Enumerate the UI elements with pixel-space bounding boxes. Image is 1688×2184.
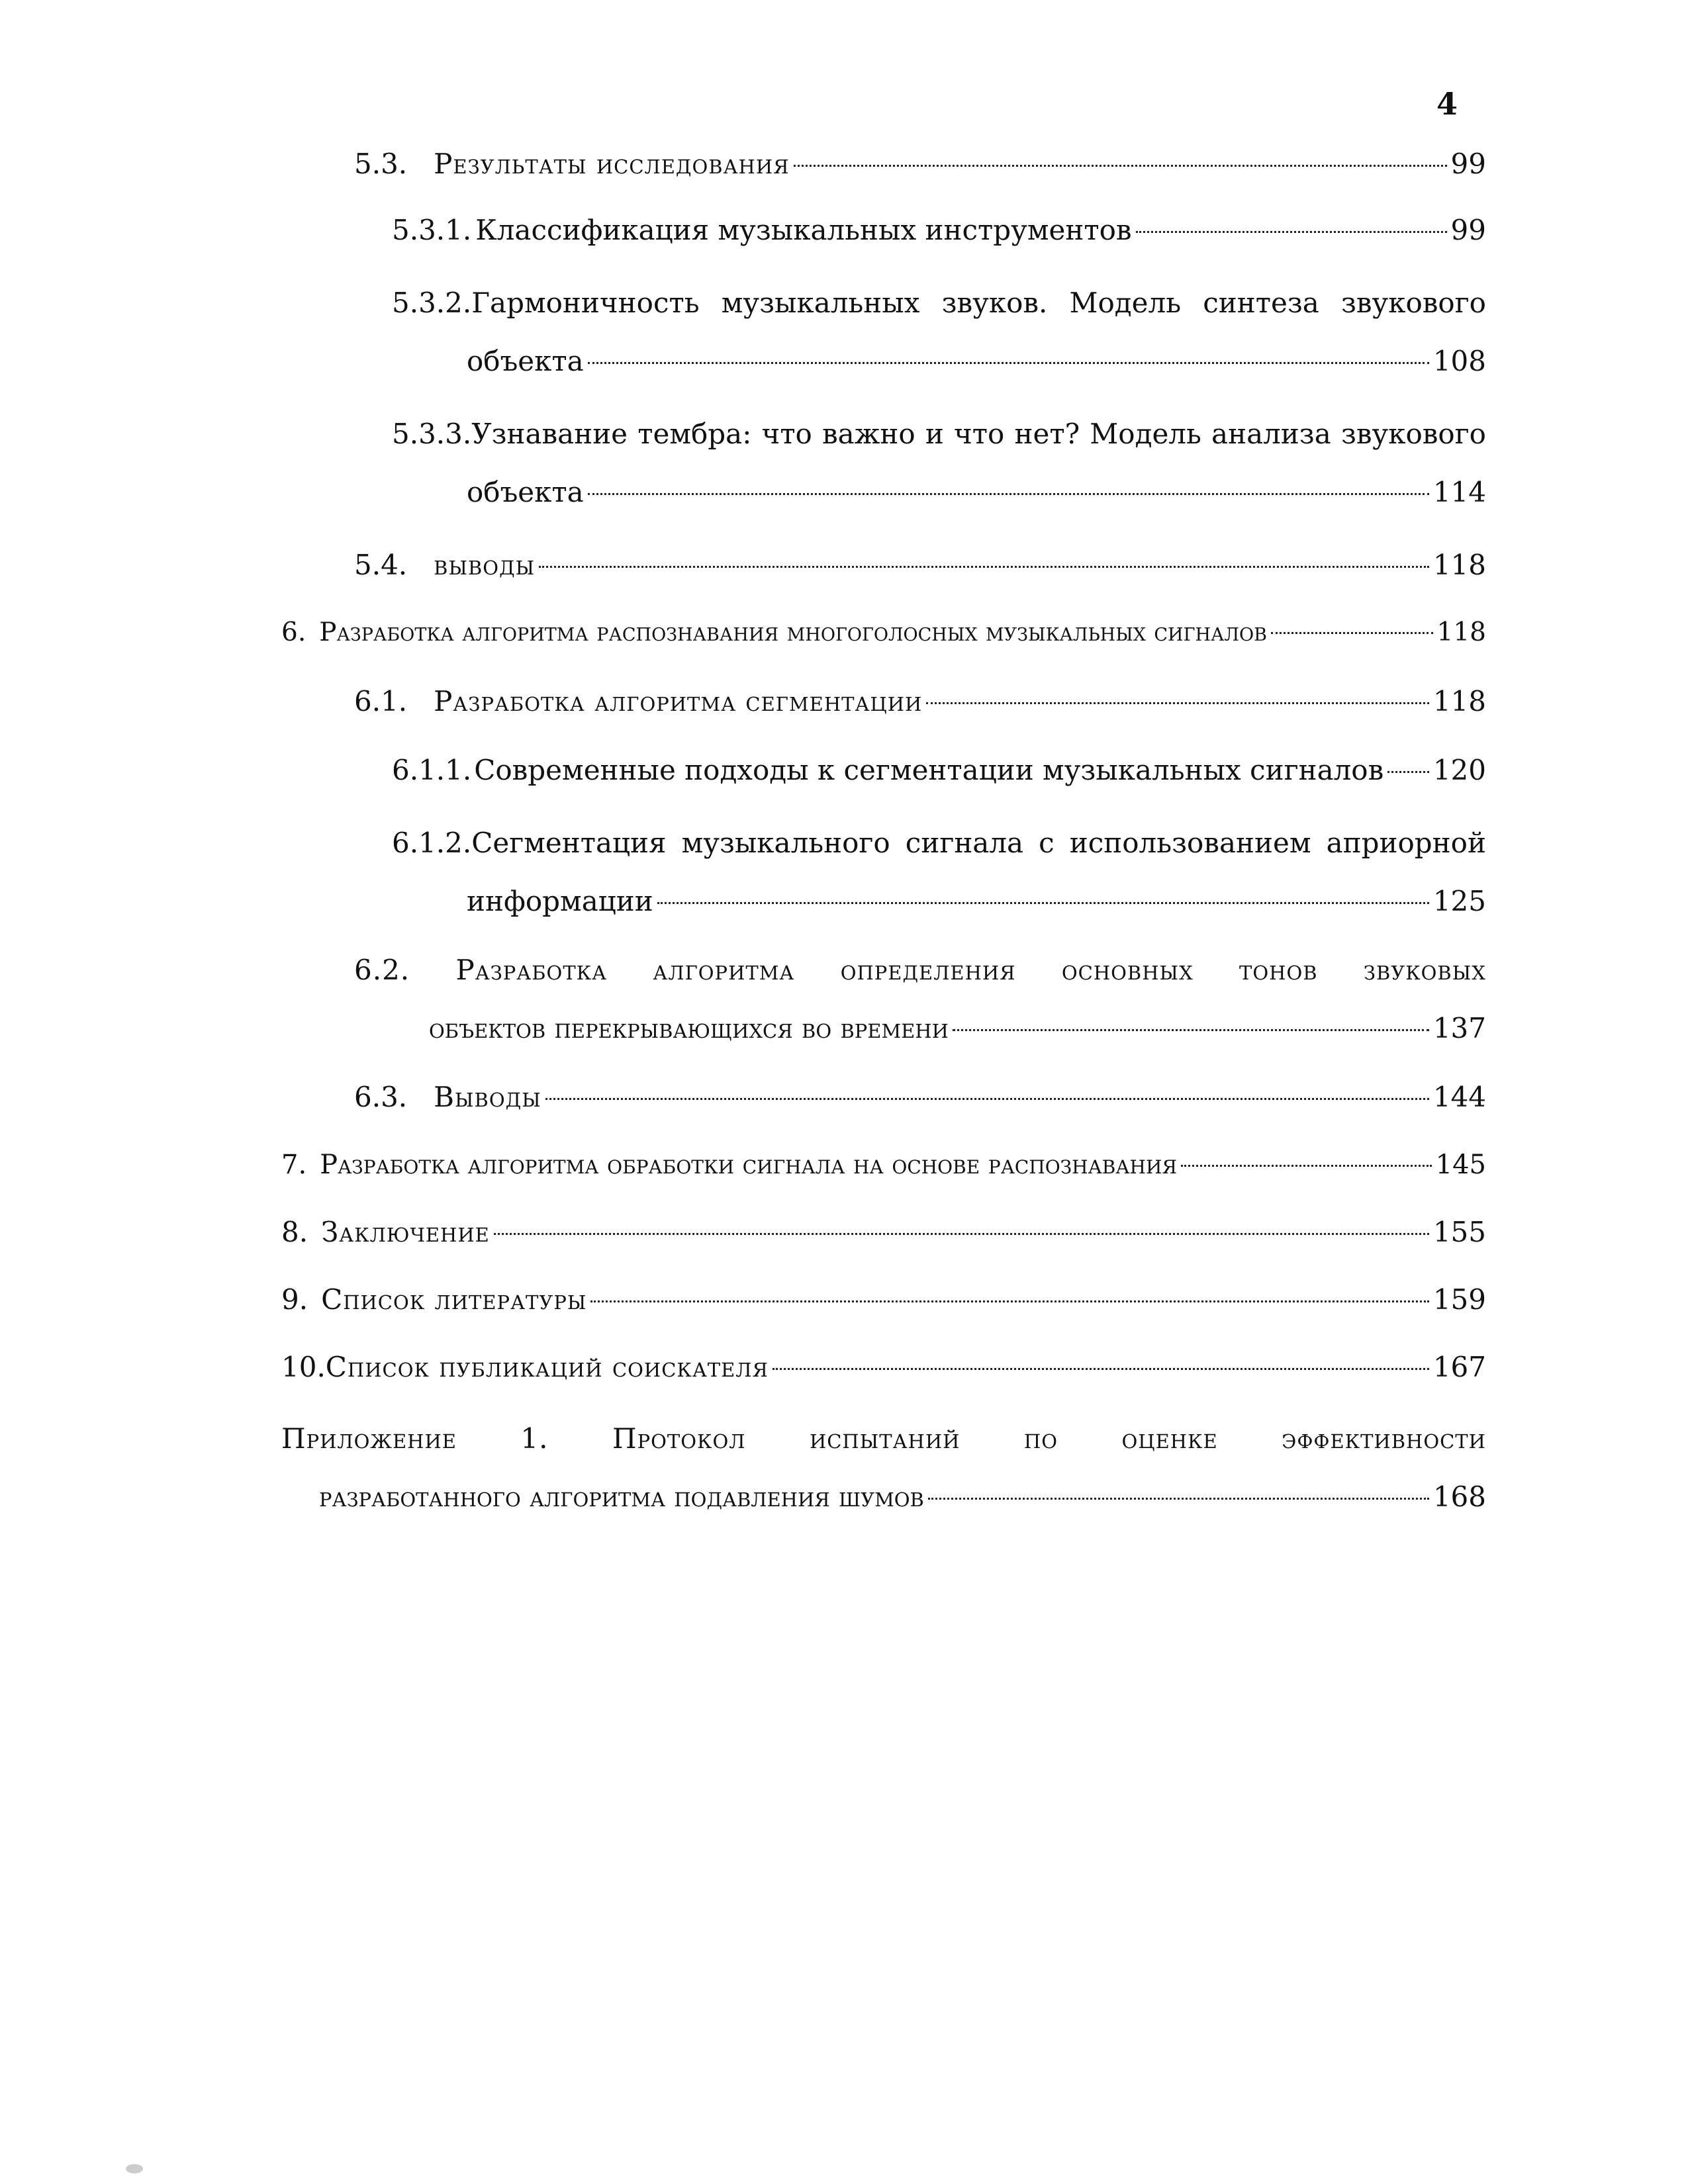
toc-entry-5-3-2-continued[interactable] <box>467 344 1486 379</box>
dot-leader <box>926 702 1429 704</box>
toc-entry-appendix-1-continued[interactable] <box>319 1480 1486 1514</box>
toc-number: 10. <box>281 1351 326 1383</box>
toc-number: 9. <box>281 1283 308 1316</box>
toc-title: Классификация музыкальных инструментов <box>475 214 1132 246</box>
toc-title-word: использованием <box>1069 827 1311 859</box>
toc-title-word: музыкального <box>681 827 890 859</box>
toc-title-word: тембра: <box>637 418 752 450</box>
toc-number-and-title-start <box>392 826 667 860</box>
toc-title-word: что <box>954 418 1005 450</box>
toc-number-and-title-start <box>392 286 700 320</box>
toc-entry-5-3-2[interactable] <box>392 286 1486 320</box>
toc-page: 137 <box>1432 1012 1486 1044</box>
dot-leader <box>545 1098 1429 1100</box>
toc-title-word: звукового <box>1340 418 1486 450</box>
toc-title-word: анализа <box>1211 418 1331 450</box>
toc-title-word: с <box>1039 827 1055 859</box>
toc-title-word: важно <box>822 418 915 450</box>
toc-title: Современные подходы к сегментации музыкальных сигналов <box>474 754 1384 786</box>
dot-leader <box>1387 771 1429 773</box>
toc-page: 167 <box>1432 1351 1486 1383</box>
dot-leader <box>494 1233 1429 1235</box>
toc-title-word: Узнавание <box>471 418 628 450</box>
toc-title-word: Сегментация <box>471 827 667 859</box>
toc-title: Выводы <box>434 1081 541 1113</box>
toc-number: 6.1.2. <box>392 827 472 859</box>
toc-title-word: нет? <box>1014 418 1080 450</box>
toc-entry-6-2-continued[interactable] <box>429 1011 1486 1046</box>
dot-leader <box>794 165 1447 167</box>
toc-entry-8[interactable] <box>281 1215 1486 1250</box>
toc-title-line2: информации <box>467 885 653 917</box>
toc-title-word: Приложение <box>281 1422 457 1455</box>
toc-title: Разработка алгоритма обработки сигнала на основе распознавания <box>320 1150 1178 1180</box>
toc-title-line2: объекта <box>467 345 584 377</box>
toc-number: 6.3. <box>354 1081 408 1113</box>
dot-leader <box>539 566 1429 568</box>
toc-entry-6-1[interactable] <box>354 684 1486 719</box>
toc-entry-5-4[interactable] <box>354 548 1486 582</box>
dot-leader <box>1136 231 1447 233</box>
toc-page: 118 <box>1436 617 1486 647</box>
toc-number-and-title-start <box>392 417 628 451</box>
toc-entry-9[interactable] <box>281 1283 1486 1317</box>
toc-title-word: испытаний <box>809 1422 961 1455</box>
toc-page: 114 <box>1432 476 1486 508</box>
toc-page: 168 <box>1432 1480 1486 1513</box>
toc-title: выводы <box>434 549 536 581</box>
toc-title: Результаты исследования <box>434 148 790 180</box>
toc-number: 5.3.1. <box>392 214 472 246</box>
toc-number: 6.1.1. <box>392 754 472 786</box>
toc-title-word: 1. <box>520 1422 549 1455</box>
toc-title: Заключение <box>321 1216 490 1248</box>
toc-entry-5-3-3[interactable] <box>392 417 1486 451</box>
dot-leader <box>953 1029 1429 1031</box>
toc-entry-5-3-3-continued[interactable] <box>467 475 1486 510</box>
toc-title-word: синтеза <box>1203 287 1319 319</box>
toc-title-line2: объекта <box>467 476 584 508</box>
toc-entry-6[interactable] <box>281 615 1486 650</box>
toc-page: 118 <box>1432 549 1486 581</box>
toc-entry-5-3[interactable] <box>354 147 1486 181</box>
dot-leader <box>590 1300 1429 1302</box>
dot-leader <box>588 362 1429 364</box>
toc-title-word: по <box>1023 1422 1058 1455</box>
dot-leader <box>588 493 1429 495</box>
toc-page: 99 <box>1450 214 1486 246</box>
toc-entry-6-2[interactable] <box>354 953 1486 987</box>
toc-page: 155 <box>1432 1216 1486 1248</box>
toc-title-word: и <box>925 418 944 450</box>
toc-page: 118 <box>1432 685 1486 717</box>
toc-page: 159 <box>1432 1283 1486 1316</box>
toc-entry-6-3[interactable] <box>354 1080 1486 1115</box>
toc-entry-5-3-1[interactable] <box>392 213 1486 248</box>
dot-leader <box>1181 1165 1432 1167</box>
toc-page: 108 <box>1432 345 1486 377</box>
toc-title-word: Модель <box>1090 418 1201 450</box>
toc-number: 6.2. <box>354 954 410 986</box>
toc-title-word: звуков. <box>941 287 1048 319</box>
toc-title-word: что <box>761 418 812 450</box>
toc-number: 6. <box>281 617 306 647</box>
toc-number: 5.3.3. <box>392 418 472 450</box>
toc-title-word: эффективности <box>1282 1422 1486 1455</box>
toc-title-word: тонов <box>1239 954 1318 986</box>
dot-leader <box>773 1368 1429 1370</box>
toc-title-word: оценке <box>1121 1422 1218 1455</box>
toc-number: 5.3. <box>354 148 408 180</box>
toc-title-word: основных <box>1061 954 1194 986</box>
toc-title-word: музыкальных <box>721 287 920 319</box>
dot-leader <box>928 1498 1429 1500</box>
toc-page: 144 <box>1432 1081 1486 1113</box>
toc-title-word: определения <box>840 954 1016 986</box>
toc-number: 6.1. <box>354 685 408 717</box>
toc-entry-6-1-1[interactable] <box>392 753 1486 788</box>
toc-title-word: алгоритма <box>653 954 795 986</box>
toc-title: Разработка алгоритма распознавания многоголосных музыкальных сигналов <box>319 617 1267 647</box>
toc-entry-7[interactable] <box>281 1148 1486 1182</box>
toc-title-word: звуковых <box>1363 954 1486 986</box>
toc-title-word: сигнала <box>905 827 1024 859</box>
toc-page: 120 <box>1432 754 1486 786</box>
toc-number: 8. <box>281 1216 308 1248</box>
scan-speck <box>126 2164 143 2173</box>
toc-entry-6-1-2[interactable] <box>392 826 1486 860</box>
toc-title: Разработка алгоритма сегментации <box>434 685 923 717</box>
toc-page: 145 <box>1435 1150 1486 1180</box>
toc-title-line2: разработанного алгоритма подавления шумов <box>319 1480 924 1513</box>
toc-entry-10[interactable] <box>281 1350 1486 1385</box>
toc-title: Список публикаций соискателя <box>325 1351 769 1383</box>
toc-number: 5.4. <box>354 549 408 581</box>
page-number: 4 <box>1436 86 1458 122</box>
toc-page: 125 <box>1432 885 1486 917</box>
toc-number: 5.3.2. <box>392 287 472 319</box>
toc-title-word: Модель <box>1069 287 1182 319</box>
toc-entry-appendix-1[interactable] <box>281 1422 1486 1456</box>
toc-title-word: Разработка <box>455 954 608 986</box>
toc-title-word: Гармоничность <box>471 287 700 319</box>
toc-title-word: априорной <box>1326 827 1486 859</box>
dot-leader <box>657 902 1429 904</box>
toc-title: Список литературы <box>321 1283 587 1316</box>
toc-title-word: Протокол <box>612 1422 746 1455</box>
toc-title-line2: объектов перекрывающихся во времени <box>429 1012 949 1044</box>
toc-number: 7. <box>281 1150 307 1180</box>
toc-entry-6-1-2-continued[interactable] <box>467 884 1486 919</box>
toc-page: 99 <box>1450 148 1486 180</box>
dot-leader <box>1271 632 1433 634</box>
toc-title-word: звукового <box>1340 287 1486 319</box>
